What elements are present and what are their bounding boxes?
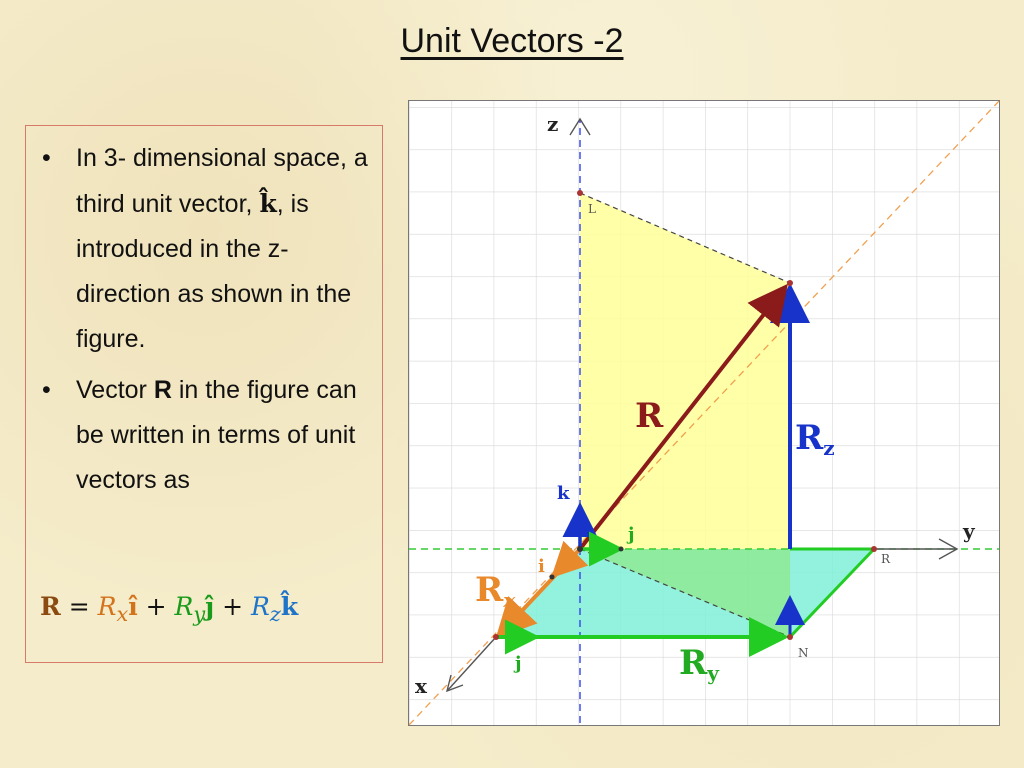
point-r <box>871 546 877 552</box>
point-i <box>550 575 555 580</box>
label-j-top: j <box>628 524 635 545</box>
label-point-r: R <box>881 552 891 566</box>
point-origin <box>577 546 583 552</box>
label-point-l: L <box>588 202 596 216</box>
k-hat-symbol: k̂ <box>259 189 277 218</box>
formula-plus-1: + <box>137 592 175 621</box>
label-rz-sub: z <box>823 436 835 460</box>
vector-formula <box>40 592 298 626</box>
bullet-2-text-start: Vector <box>76 376 154 404</box>
formula-rz-sub: z <box>269 602 281 626</box>
label-ry-sub: y <box>707 661 719 685</box>
vector-figure <box>408 100 1000 726</box>
label-rx-main: R <box>475 570 504 610</box>
bullet-list <box>34 136 379 509</box>
label-z-axis: z <box>547 112 559 136</box>
bullet-item-1 <box>34 136 379 362</box>
label-x-axis: x <box>415 674 427 698</box>
bullet-dot: • <box>42 144 51 172</box>
bullet-1-text-end: , is introduced in the z-direction as shown in the figure. <box>76 190 352 353</box>
point-n <box>787 634 793 640</box>
bold-vector-r: R <box>153 376 172 404</box>
formula-lhs: R <box>40 592 61 621</box>
vector-diagram <box>409 101 999 725</box>
label-k: k <box>557 483 570 504</box>
point-j <box>619 547 624 552</box>
point-r-tip <box>787 280 793 286</box>
formula-ry: R <box>174 592 194 621</box>
label-j-bottom: j <box>515 653 522 674</box>
label-ry-main: R <box>679 643 708 683</box>
bullet-1-text-start: In 3- dimensional space, a third unit vector, <box>76 144 368 218</box>
formula-rz: R <box>251 592 270 621</box>
label-y-axis: y <box>963 519 975 543</box>
bullet-2-text-end: in the figure can be written in terms of unit vectors as <box>76 376 357 494</box>
formula-ry-sub: y <box>193 602 206 626</box>
text-box <box>25 125 383 663</box>
bullet-dot: • <box>42 376 51 404</box>
formula-rx-sub: x <box>116 602 129 626</box>
label-point-n: N <box>798 646 809 660</box>
formula-jhat: ĵ <box>205 592 215 621</box>
bullet-item-2 <box>34 368 379 503</box>
slide-title: Unit Vectors -2 <box>400 22 624 60</box>
point-l <box>577 190 583 196</box>
label-r-vector: R <box>635 396 664 436</box>
label-rx-sub: x <box>503 588 516 612</box>
formula-plus-2: + <box>214 592 252 621</box>
formula-khat: k̂ <box>280 592 299 621</box>
point-x <box>493 634 499 640</box>
label-rz-main: R <box>795 418 824 458</box>
formula-ihat: î <box>128 592 138 621</box>
formula-rx: R <box>97 592 117 621</box>
formula-equals: = <box>60 592 98 621</box>
label-i: i <box>538 556 545 577</box>
